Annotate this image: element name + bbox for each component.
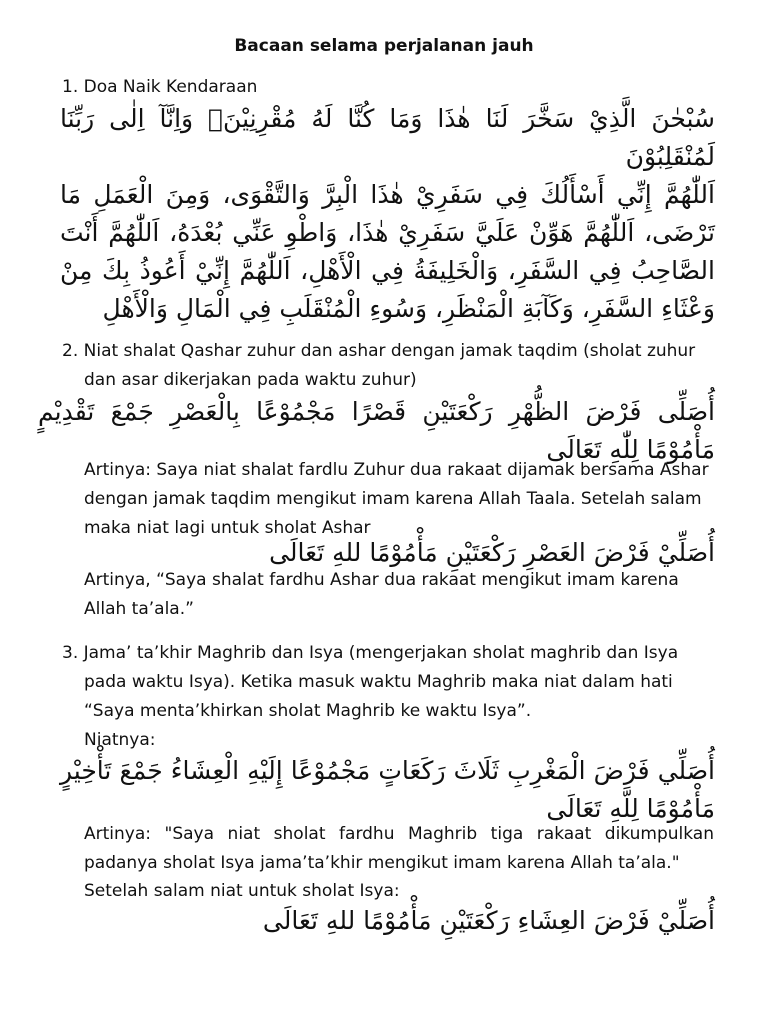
section-1-arabic-prayer-1: سُبْحٰنَ الَّذِيْ سَخَّرَ لَنَا هٰذَا وَمَا كُنَّا لَهُ مُقْرِنِيْنَۙ وَاِنَّآ اِلٰى رَبِّنَا لَمُنْقَلِبُوْنَ bbox=[60, 104, 715, 171]
section-3-arabic-niat-1: أُصَلِّي فَرْضَ الْمَغْرِبِ ثَلَاثَ رَكَعَاتٍ مَجْمُوْعًا إِلَيْهِ الْعِشَاءُ جَمْعَ تَأْخِيْرٍ مَأْمُوْمًا لِلَّهِ تَعَالَى bbox=[60, 756, 715, 823]
section-2-arabic-niat-2: أُصَلِّيْ فَرْضَ العَصْرِ رَكْعَتَيْنِ مَأْمُوْمًا للهِ تَعَالَى bbox=[269, 538, 715, 567]
section-2-translation-2: Artinya, “Saya shalat fardhu Ashar dua rakaat mengikut imam karena Allah ta’ala.” bbox=[84, 570, 679, 619]
section-3-arabic-niat-2: أُصَلِّيْ فَرْضَ العِشَاءِ رَكْعَتَيْنِ مَأْمُوْمًا للهِ تَعَالَى bbox=[262, 906, 715, 935]
section-3-translation-1: Artinya: "Saya niat sholat fardhu Maghrib tiga rakaat dikumpulkan padanya sholat Isya jama’ta’khir mengikut imam karena Allah ta’ala." bbox=[84, 824, 714, 873]
section-1-arabic-prayer-2: اَللّٰهُمَّ إِنِّي أَسْأَلُكَ فِي سَفَرِيْ هٰذَا الْبِرَّ وَالتَّقْوَى، وَمِنَ الْعَمَلِ مَا تَرْضَى، اَللّٰهُمَّ هَوِّنْ عَلَيَّ سَفَرِيْ هٰذَا، وَاطْوِ عَنِّي بُعْدَهُ، اَللّٰهُمَّ أَنْتَ الصَّاحِبُ فِي السَّفَرِ، وَالْخَلِيفَةُ فِي الْأَهْلِ، اَللّٰهُمَّ إِنِّيْ أَعُوذُ بِكَ مِنْ وَعْثَاءِ السَّفَرِ، وَكَآبَةِ الْمَنْظَرِ، وَسُوءِ الْمُنْقَلَبِ فِي الْمَالِ وَالْأَهْلِ bbox=[60, 180, 715, 323]
section-3-niat-label: Niatnya: bbox=[84, 730, 156, 750]
section-2-heading: 2. Niat shalat Qashar zuhur dan ashar dengan jamak taqdim (sholat zuhur dan asar dikerjakan pada waktu zuhur) bbox=[62, 341, 696, 390]
section-3-after-salam-text: Setelah salam niat untuk sholat Isya: bbox=[84, 881, 400, 901]
section-3-heading: 3. Jama’ ta’khir Maghrib dan Isya (mengerjakan sholat maghrib dan Isya pada waktu Isya). Ketika masuk waktu Maghrib maka niat dalam hati “Saya menta’khirkan sholat Maghrib ke waktu Isya”. bbox=[62, 643, 679, 721]
document-title: Bacaan selama perjalanan jauh bbox=[234, 36, 534, 56]
section-1-heading: 1. Doa Naik Kendaraan bbox=[62, 77, 258, 97]
section-2-arabic-niat-1: أُصَلِّى فَرْضَ الظُّهْرِ رَكْعَتَيْنِ قَصْرًا مَجْمُوْعًا بِالْعَصْرِ جَمْعَ تَقْدِيْمٍ مَأْمُوْمًا لِلّٰهِ تَعَالَى bbox=[38, 397, 715, 464]
section-2-translation-1: Artinya: Saya niat shalat fardlu Zuhur dua rakaat dijamak bersama Ashar dengan jamak taqdim mengikut imam karena Allah Taala. Setelah salam maka niat lagi untuk sholat Ashar bbox=[84, 460, 709, 538]
